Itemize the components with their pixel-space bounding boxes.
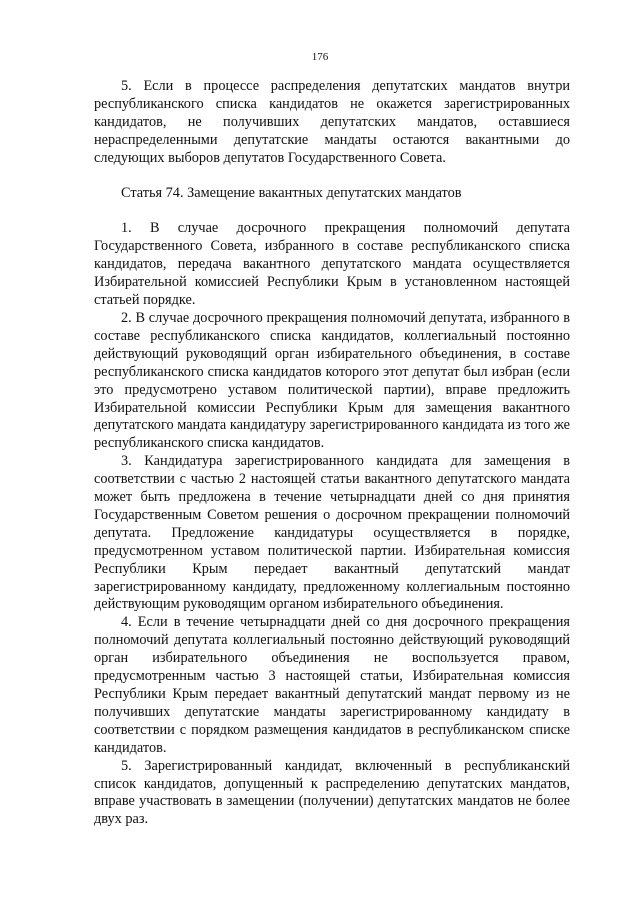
article-title: Статья 74. Замещение вакантных депутатских мандатов <box>121 184 462 201</box>
document-body <box>94 78 570 829</box>
article-paragraph-5: 5. Зарегистрированный кандидат, включенный в республиканский список кандидатов, допущенный к распределению депутатских мандатов, вправе участвовать в замещении (получении) депутатских мандатов не более двух раз. <box>94 757 570 828</box>
intro-paragraph: 5. Если в процессе распределения депутатских мандатов внутри республиканского списка кандидатов не окажется зарегистрированных кандидатов, не получивших депутатских мандатов, оставшиеся нераспределенными депутатские мандаты остаются вакантными до следующих выборов депутатов Государственного Совета. <box>94 78 570 166</box>
article-paragraph-3: 3. Кандидатура зарегистрированного кандидата для замещения в соответствии с частью 2 настоящей статьи вакантного депутатского мандата может быть предложена в течение четырнадцати дней со дня принятия Государственным Советом решения о досрочном прекращении полномочий депутата. Предложение кандидатуры осуществляется в порядке, предусмотренном уставом политической партии. Избирательная комиссия Республики Крым передает вакантный депутатский мандат зарегистрированному кандидату, предложенному коллегиальным постоянно действующим руководящим органом избирательного объединения. <box>94 453 570 613</box>
page-number: 176 <box>311 51 329 63</box>
article-paragraph-2: 2. В случае досрочного прекращения полномочий депутата, избранного в составе республиканского списка кандидатов, коллегиальный постоянно действующий руководящий орган избирательного объединения, в составе республиканского списка кандидатов которого этот депутат был избран (если это предусмотрено уставом политической партии), вправе предложить Избирательной комиссии Республики Крым для замещения вакантного депутатского мандата кандидатуру зарегистрированного кандидата из того же республиканского списка кандидатов. <box>94 309 570 452</box>
article-paragraph-4: 4. Если в течение четырнадцати дней со дня досрочного прекращения полномочий депутата коллегиальный постоянно действующий руководящий орган избирательного объединения не воспользуется правом, предусмотренным частью 3 настоящей статьи, Избирательная комиссия Республики Крым передает вакантный депутатский мандат первому из не получивших депутатские мандаты зарегистрированному кандидату в соответствии с порядком размещения кандидатов в республиканском списке кандидатов. <box>94 614 570 756</box>
article-paragraph-1: 1. В случае досрочного прекращения полномочий депутата Государственного Совета, избранного в составе республиканского списка кандидатов, передача вакантного депутатского мандата осуществляется Избирательной комиссией Республики Крым в установленном настоящей статьей порядке. <box>94 220 570 309</box>
